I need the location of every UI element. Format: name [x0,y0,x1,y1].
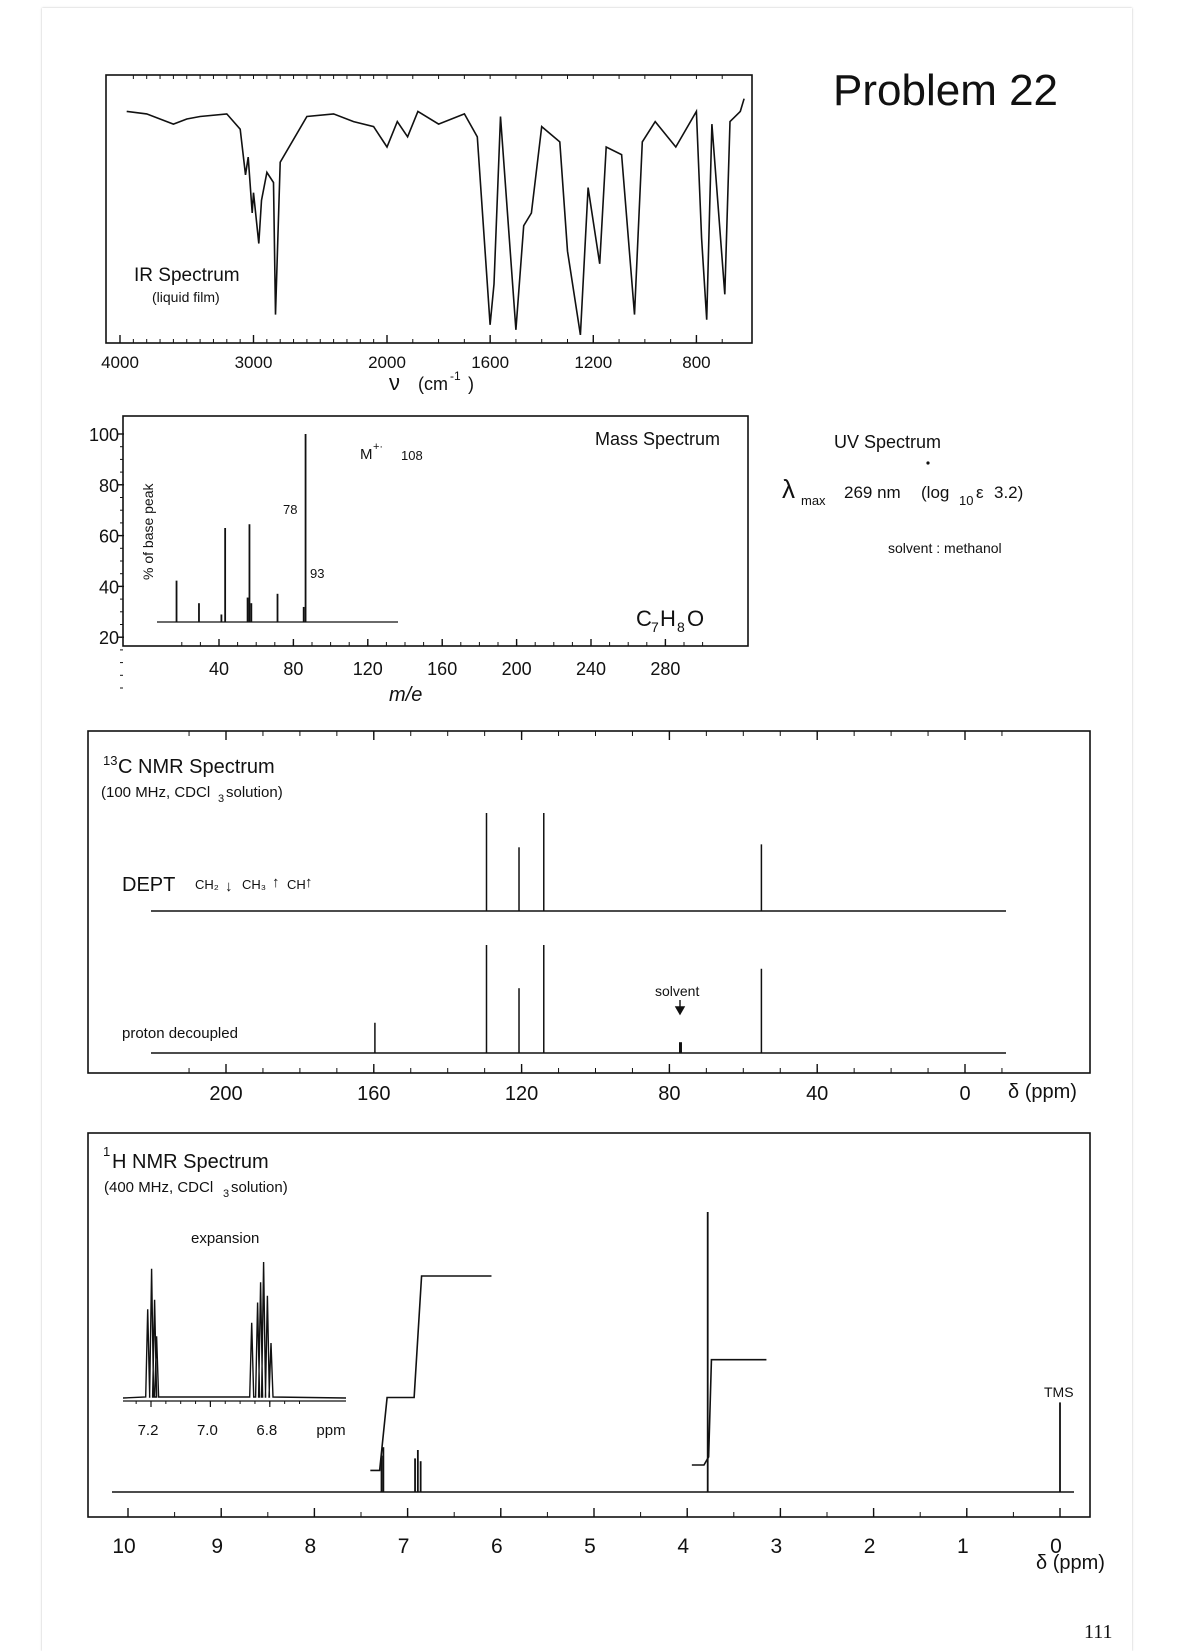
ms-x-axis [182,639,703,679]
ms-xlabel: m/e [389,684,423,706]
ms-frame [123,416,748,646]
h1-integral-aromatic [370,1276,491,1470]
c13-subtitle: (100 MHz, CDCl [101,784,211,801]
expansion-peaks [123,1262,346,1398]
ir-tick-label: 2000 [368,353,406,372]
c13-tick-label: 0 [959,1083,971,1105]
c13-title: C NMR Spectrum [118,756,275,778]
dept-ch2-label: CH₂ [195,877,219,892]
ms-ytick-label: 80 [98,475,119,496]
expansion-trace [123,1262,346,1398]
expansion-tick-label: 7.2 [137,1422,159,1439]
ir-tick-label: 1600 [471,353,510,372]
ms-formula-sub1: 7 [651,619,659,635]
tms-label: TMS [1044,1384,1074,1400]
expansion-tick-label: 7.0 [196,1422,218,1439]
ms-molecular-ion-sup: +· [373,441,384,453]
uv-lambda-symbol: λ [782,474,795,504]
h1-tick-label: 10 [112,1535,136,1558]
c13-tick-label: 40 [806,1083,829,1105]
h1-tick-label: 6 [490,1535,503,1558]
ms-xtick-label: 80 [283,659,304,679]
c13-tick-label: 200 [209,1083,243,1105]
solvent-arrow-icon [676,1000,684,1014]
ir-title: IR Spectrum [134,265,240,286]
uv-spectrum [782,432,1023,556]
ms-molecular-ion-mass: 108 [401,448,423,463]
problem-title: Problem 22 [833,66,1059,115]
c13-nmr-spectrum [88,731,1090,1105]
h1-tick-label: 3 [770,1535,783,1558]
c13-subtitle-sub: 3 [218,793,225,805]
ms-formula-h: H [660,606,676,631]
dept-ch3-label: CH₃ [242,877,267,892]
ms-xtick-label: 40 [208,659,230,679]
expansion-ticks [136,1401,345,1439]
dept-label: DEPT [122,874,176,896]
uv-dot [926,461,929,464]
ms-ylabel: % of base peak [140,483,156,580]
ir-subtitle: (liquid film) [152,289,220,305]
dept-ch3-arrow: ↑ [272,874,280,891]
ms-ytick-label: 20 [98,628,119,649]
h1-tick-label: 9 [211,1535,224,1558]
h1-xlabel: δ (ppm) [1036,1552,1105,1574]
ms-xtick-label: 120 [352,659,383,679]
ir-tick-label: 3000 [234,353,273,372]
h1-tick-label: 4 [677,1535,690,1558]
ms-formula-c: C [636,606,652,631]
h1-subtitle-suffix: solution) [231,1179,288,1196]
mass-spectrum [89,416,748,706]
h1-tick-label: 1 [956,1535,969,1558]
uv-lambda-value: 269 nm [844,483,901,502]
ms-y-axis [89,425,124,688]
c13-tick-label: 160 [357,1083,391,1105]
ir-xlabel-unit: (cm [418,374,448,394]
c13-subtitle-suffix: solution) [226,784,283,801]
uv-log-open: (log [921,483,950,502]
h1-title: H NMR Spectrum [112,1151,269,1173]
page-number: 111 [1084,1621,1113,1643]
ir-spectrum [101,75,752,395]
ir-tick-label: 800 [682,353,711,372]
solvent-label: solvent [655,983,700,999]
c13-xlabel: δ (ppm) [1008,1081,1077,1103]
ir-xlabel-close: ) [468,374,474,394]
c13-frame [88,731,1090,1073]
ir-tick-label: 1200 [574,353,613,372]
h1-tick-label: 5 [584,1535,596,1558]
ms-xtick-label: 240 [575,659,607,679]
dept-ch-arrow: ↑ [305,874,313,891]
h1-tick-label: 8 [304,1535,317,1558]
dept-peaks [486,813,761,911]
ms-xtick-label: 200 [501,659,532,679]
h1-subtitle-sub: 3 [223,1188,230,1200]
expansion-unit-label: ppm [316,1422,346,1439]
dept-ch2-arrow: ↓ [225,878,233,895]
h1-nmr-spectrum [88,1133,1105,1574]
ms-ytick-label: 100 [88,425,119,445]
ms-ytick-label: 60 [98,526,119,547]
decoupled-peaks [375,945,761,1053]
c13-tick-label: 120 [504,1083,539,1105]
ms-peak-label-78: 78 [283,502,298,517]
ms-molecular-ion-label: M [360,446,373,463]
h1-title-sup: 1 [103,1144,111,1159]
ir-axis-ticks [101,75,722,372]
ir-tick-label: 4000 [101,353,139,372]
dept-ch-label: CH [287,877,306,892]
h1-peaks [382,1212,1060,1492]
uv-lambda-sub: max [801,493,826,508]
c13-tick-label: 80 [658,1083,681,1105]
ms-ytick-label: 40 [98,577,119,598]
ms-xtick-label: 160 [427,659,458,679]
h1-tick-label: 7 [397,1535,410,1558]
ms-title: Mass Spectrum [595,429,721,449]
expansion-tick-label: 6.8 [256,1422,278,1439]
uv-log-value: 3.2) [994,483,1024,502]
c13-title-sup: 13 [103,753,118,768]
ms-formula-o: O [687,606,705,631]
h1-integral-methoxy [692,1360,767,1465]
c13-axis-ticks [189,731,1002,1105]
h1-subtitle: (400 MHz, CDCl [104,1179,214,1196]
uv-solvent: solvent : methanol [888,540,1002,556]
ms-peak-label-93: 93 [310,566,325,581]
ms-xtick-label: 280 [650,659,681,679]
uv-log-sub: 10 [959,493,974,508]
uv-epsilon: ε [976,483,984,502]
h1-tick-label: 2 [863,1535,876,1558]
ir-xlabel-sup: -1 [450,369,461,383]
h1-axis-ticks [112,1508,1062,1558]
uv-title: UV Spectrum [834,432,942,452]
ms-formula-sub2: 8 [677,619,685,635]
ir-xlabel-nu: ν [389,370,400,395]
decoupled-label: proton decoupled [122,1025,238,1042]
h1-tick-label: 0 [1050,1535,1062,1558]
expansion-label: expansion [191,1230,260,1247]
